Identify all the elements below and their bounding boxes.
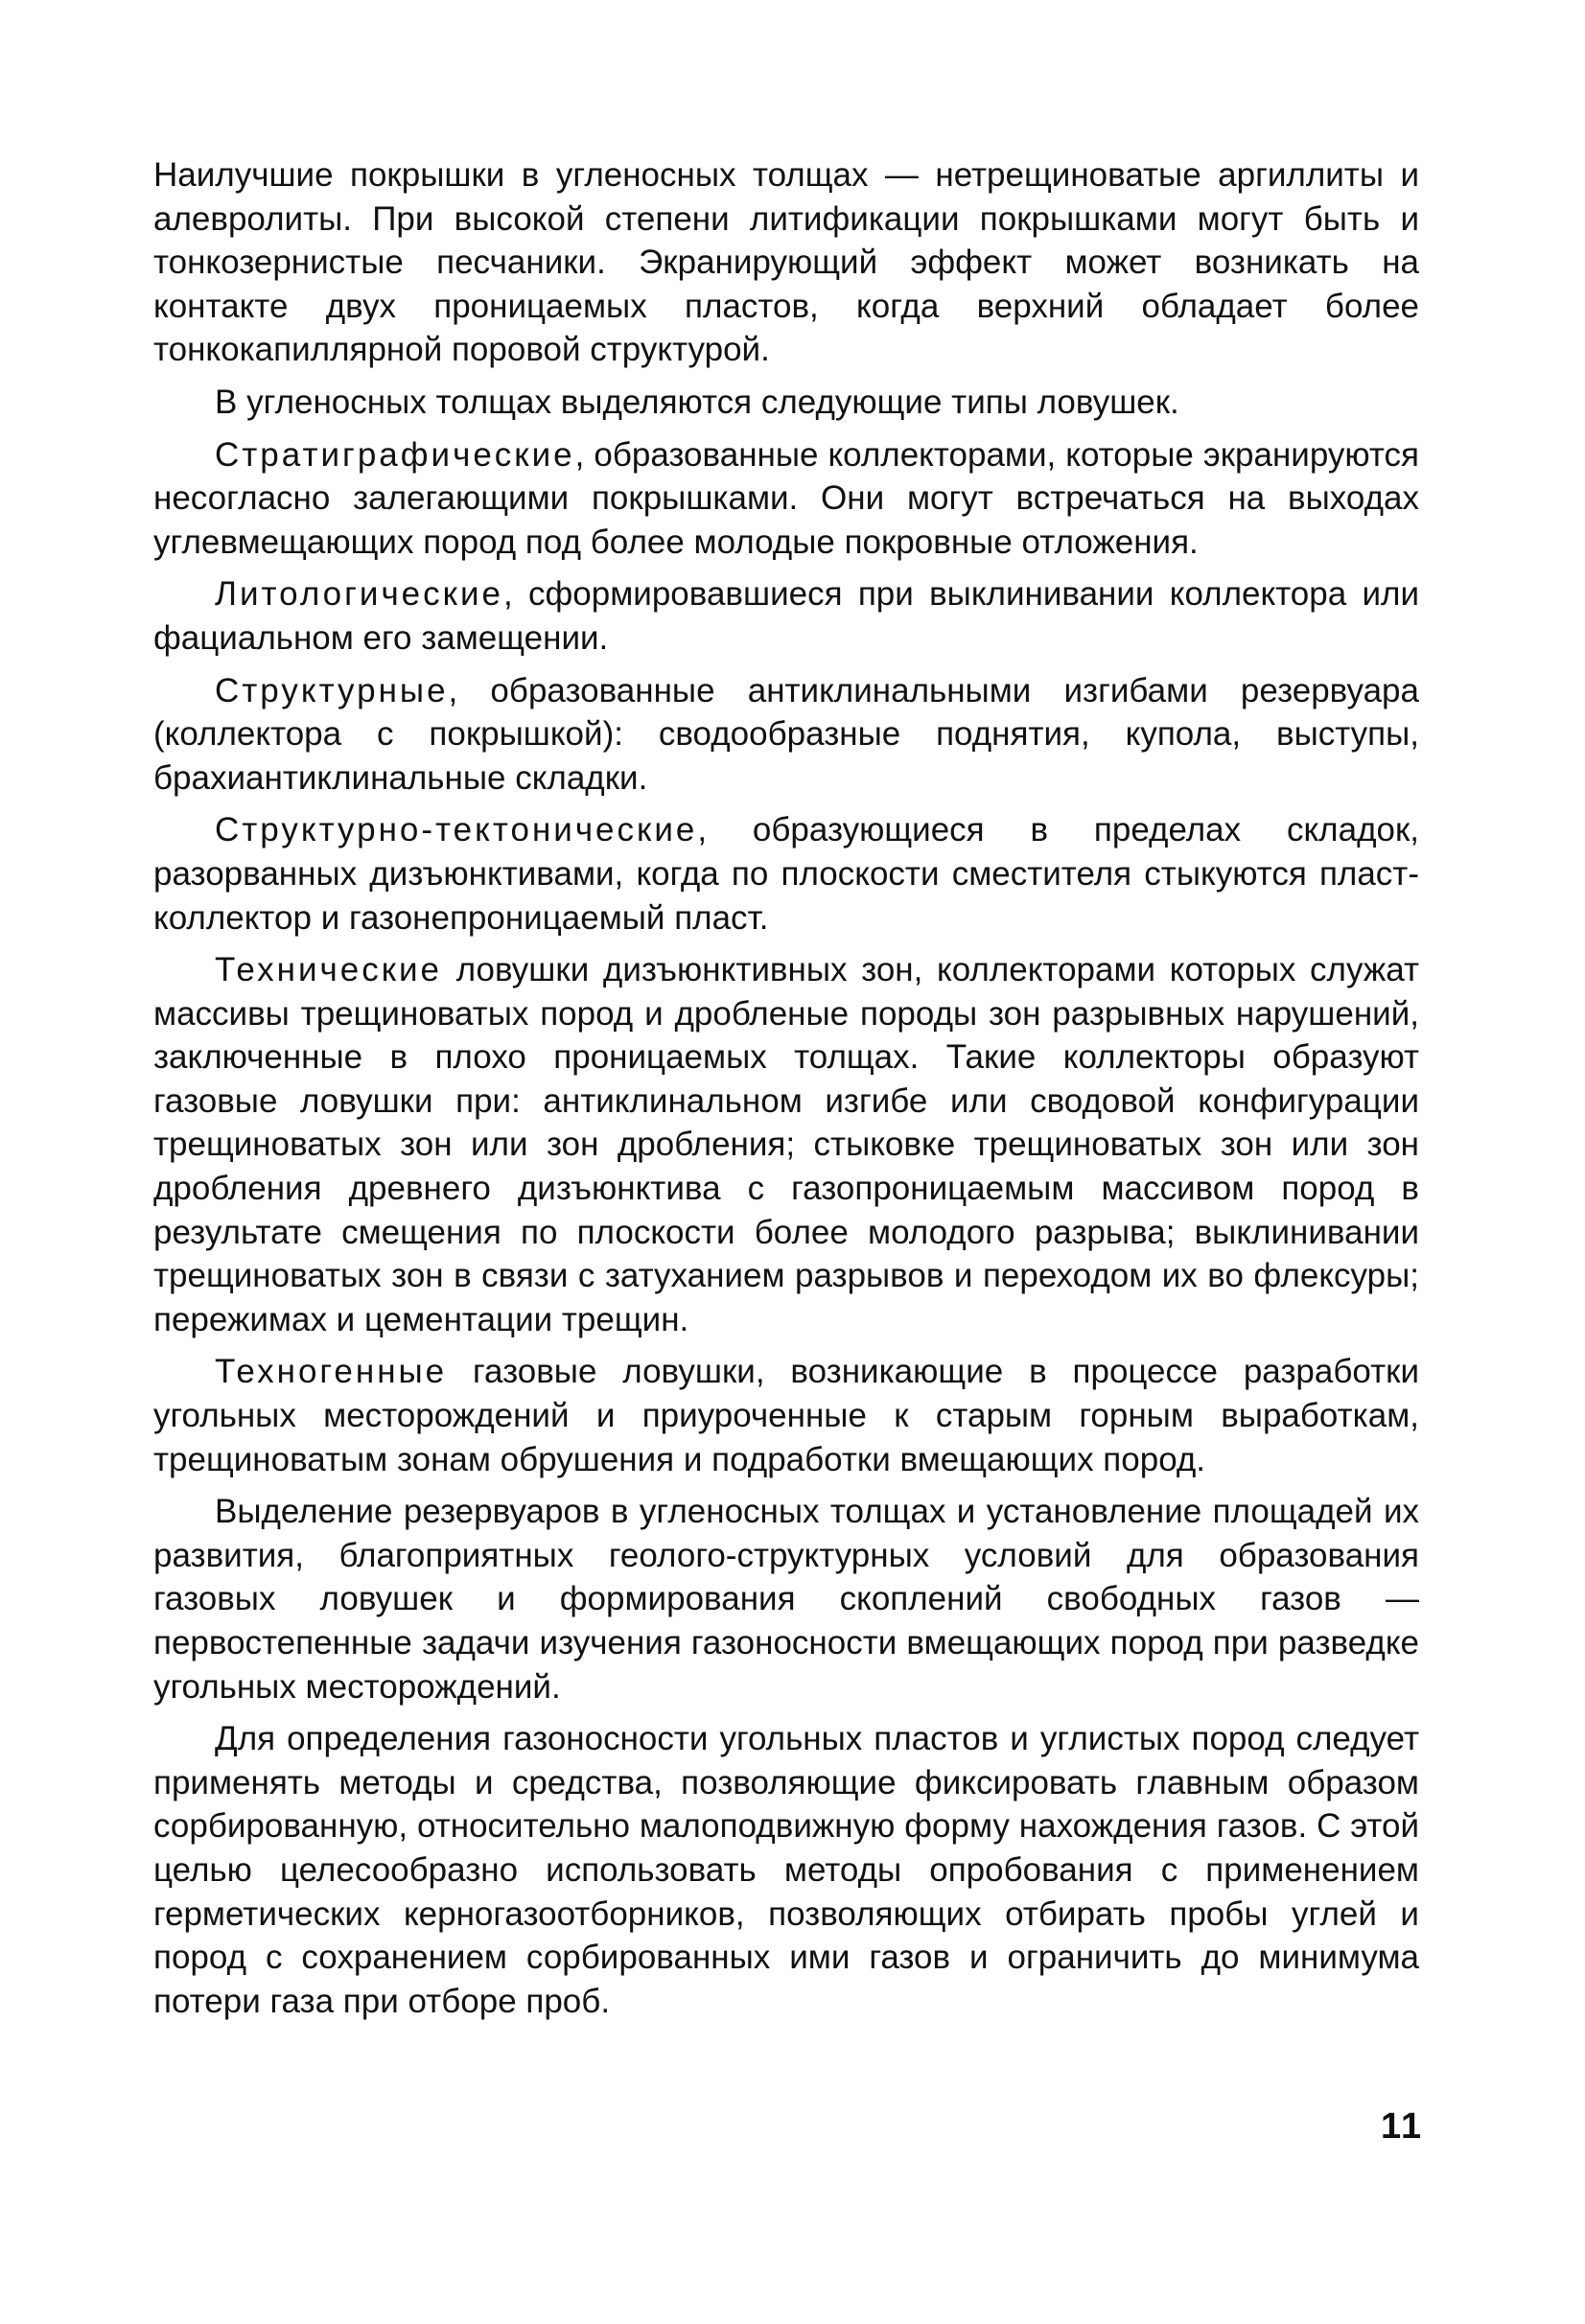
paragraph-text: ловушки дизъюнктивных зон, коллекторами которых служат массивы трещиноватых пород и дробленые породы зон разрывных нарушений, заключенные в плохо проницаемых толщах. Такие коллекторы образуют газовые ловушки при: антиклинальном изгибе или сводовой конфигурации трещиноватых зон или зон дробления; стыковке трещиноватых зон или зон дробления древнего дизъюнктива с газопроницаемым массивом пород в результате смещения по плоскости более молодого разрыва; выклинивании трещиноватых зон в связи с затуханием разрывов и переходом их во флексуры; пережимах и цементации трещин. (153, 951, 1419, 1338)
page-body (153, 153, 1419, 2023)
paragraph-seal-rocks (153, 153, 1419, 372)
paragraph-text: В угленосных толщах выделяются следующие типы ловушек. (215, 383, 1179, 421)
paragraph-stratigraphic (153, 433, 1419, 565)
paragraph-technogenic (153, 1350, 1419, 1481)
paragraph-gas-sampling (153, 1717, 1419, 2023)
term-lithologic: Литологические (215, 575, 503, 614)
paragraph-technical (153, 948, 1419, 1341)
term-structural: Структурные (215, 671, 449, 709)
paragraph-structural (153, 669, 1419, 801)
paragraph-lithologic (153, 572, 1419, 660)
paragraph-text: , образующиеся в пределах складок, разорванных дизъюнктивами, когда по плоскости сместителя стыкуются пласт-коллектор и газонепроницаемый пласт. (153, 811, 1419, 937)
term-technical: Технические (215, 951, 443, 989)
term-stratigraphic: Стратиграфические (215, 435, 575, 474)
paragraph-text: Наилучшие покрышки в угленосных толщах — нетрещиноватые аргиллиты и алевролиты. При высокой степени литификации покрышками могут быть и тонкозернистые песчаники. Экранирующий эффект может возникать на контакте двух проницаемых пластов, когда верхний обладает более тонкокапиллярной поровой структурой. (153, 156, 1419, 369)
page-number: 11 (1381, 2106, 1424, 2147)
paragraph-structural-tectonic (153, 808, 1419, 940)
paragraph-text: , образованные коллекторами, которые экранируются несогласно залегающими покрышками. Они могут встречаться на выходах углевмещающих пород под более молодые покровные отложения. (153, 435, 1419, 561)
paragraph-text: , образованные антиклинальными изгибами резервуара (коллектора с покрышкой): сводообразные поднятия, купола, выступы, брахиантиклинальные складки. (153, 671, 1419, 797)
paragraph-text: , сформировавшиеся при выклинивании коллектора или фациальном его замещении. (153, 575, 1419, 657)
paragraph-text: газовые ловушки, возникающие в процессе разработки угольных месторождений и приуроченные к старым горным выработкам, трещиноватым зонам обрушения и подработки вмещающих пород. (153, 1353, 1419, 1478)
paragraph-trap-types-intro (153, 381, 1419, 425)
paragraph-text: Выделение резервуаров в угленосных толщах и установление площадей их развития, благоприятных геолого-структурных условий для образования газовых ловушек и формирования скоплений свободных газов — первостепенные задачи изучения газоносности вмещающих пород при разведке угольных месторождений. (153, 1493, 1419, 1706)
term-structural-tectonic: Структурно-тектонические (215, 811, 698, 849)
paragraph-reservoir-tasks (153, 1490, 1419, 1708)
paragraph-text: Для определения газоносности угольных пластов и углистых пород следует применять методы и средства, позволяющие фиксировать главным образом сорбированную, относительно малоподвижную форму нахождения газов. С этой целью целесообразно использовать методы опробования с применением герметических керногазоотборников, позволяющих отбирать пробы углей и пород с сохранением сорбированных ими газов и ограничить до минимума потери газа при отборе проб. (153, 1720, 1419, 2020)
term-technogenic: Техногенные (215, 1353, 448, 1391)
